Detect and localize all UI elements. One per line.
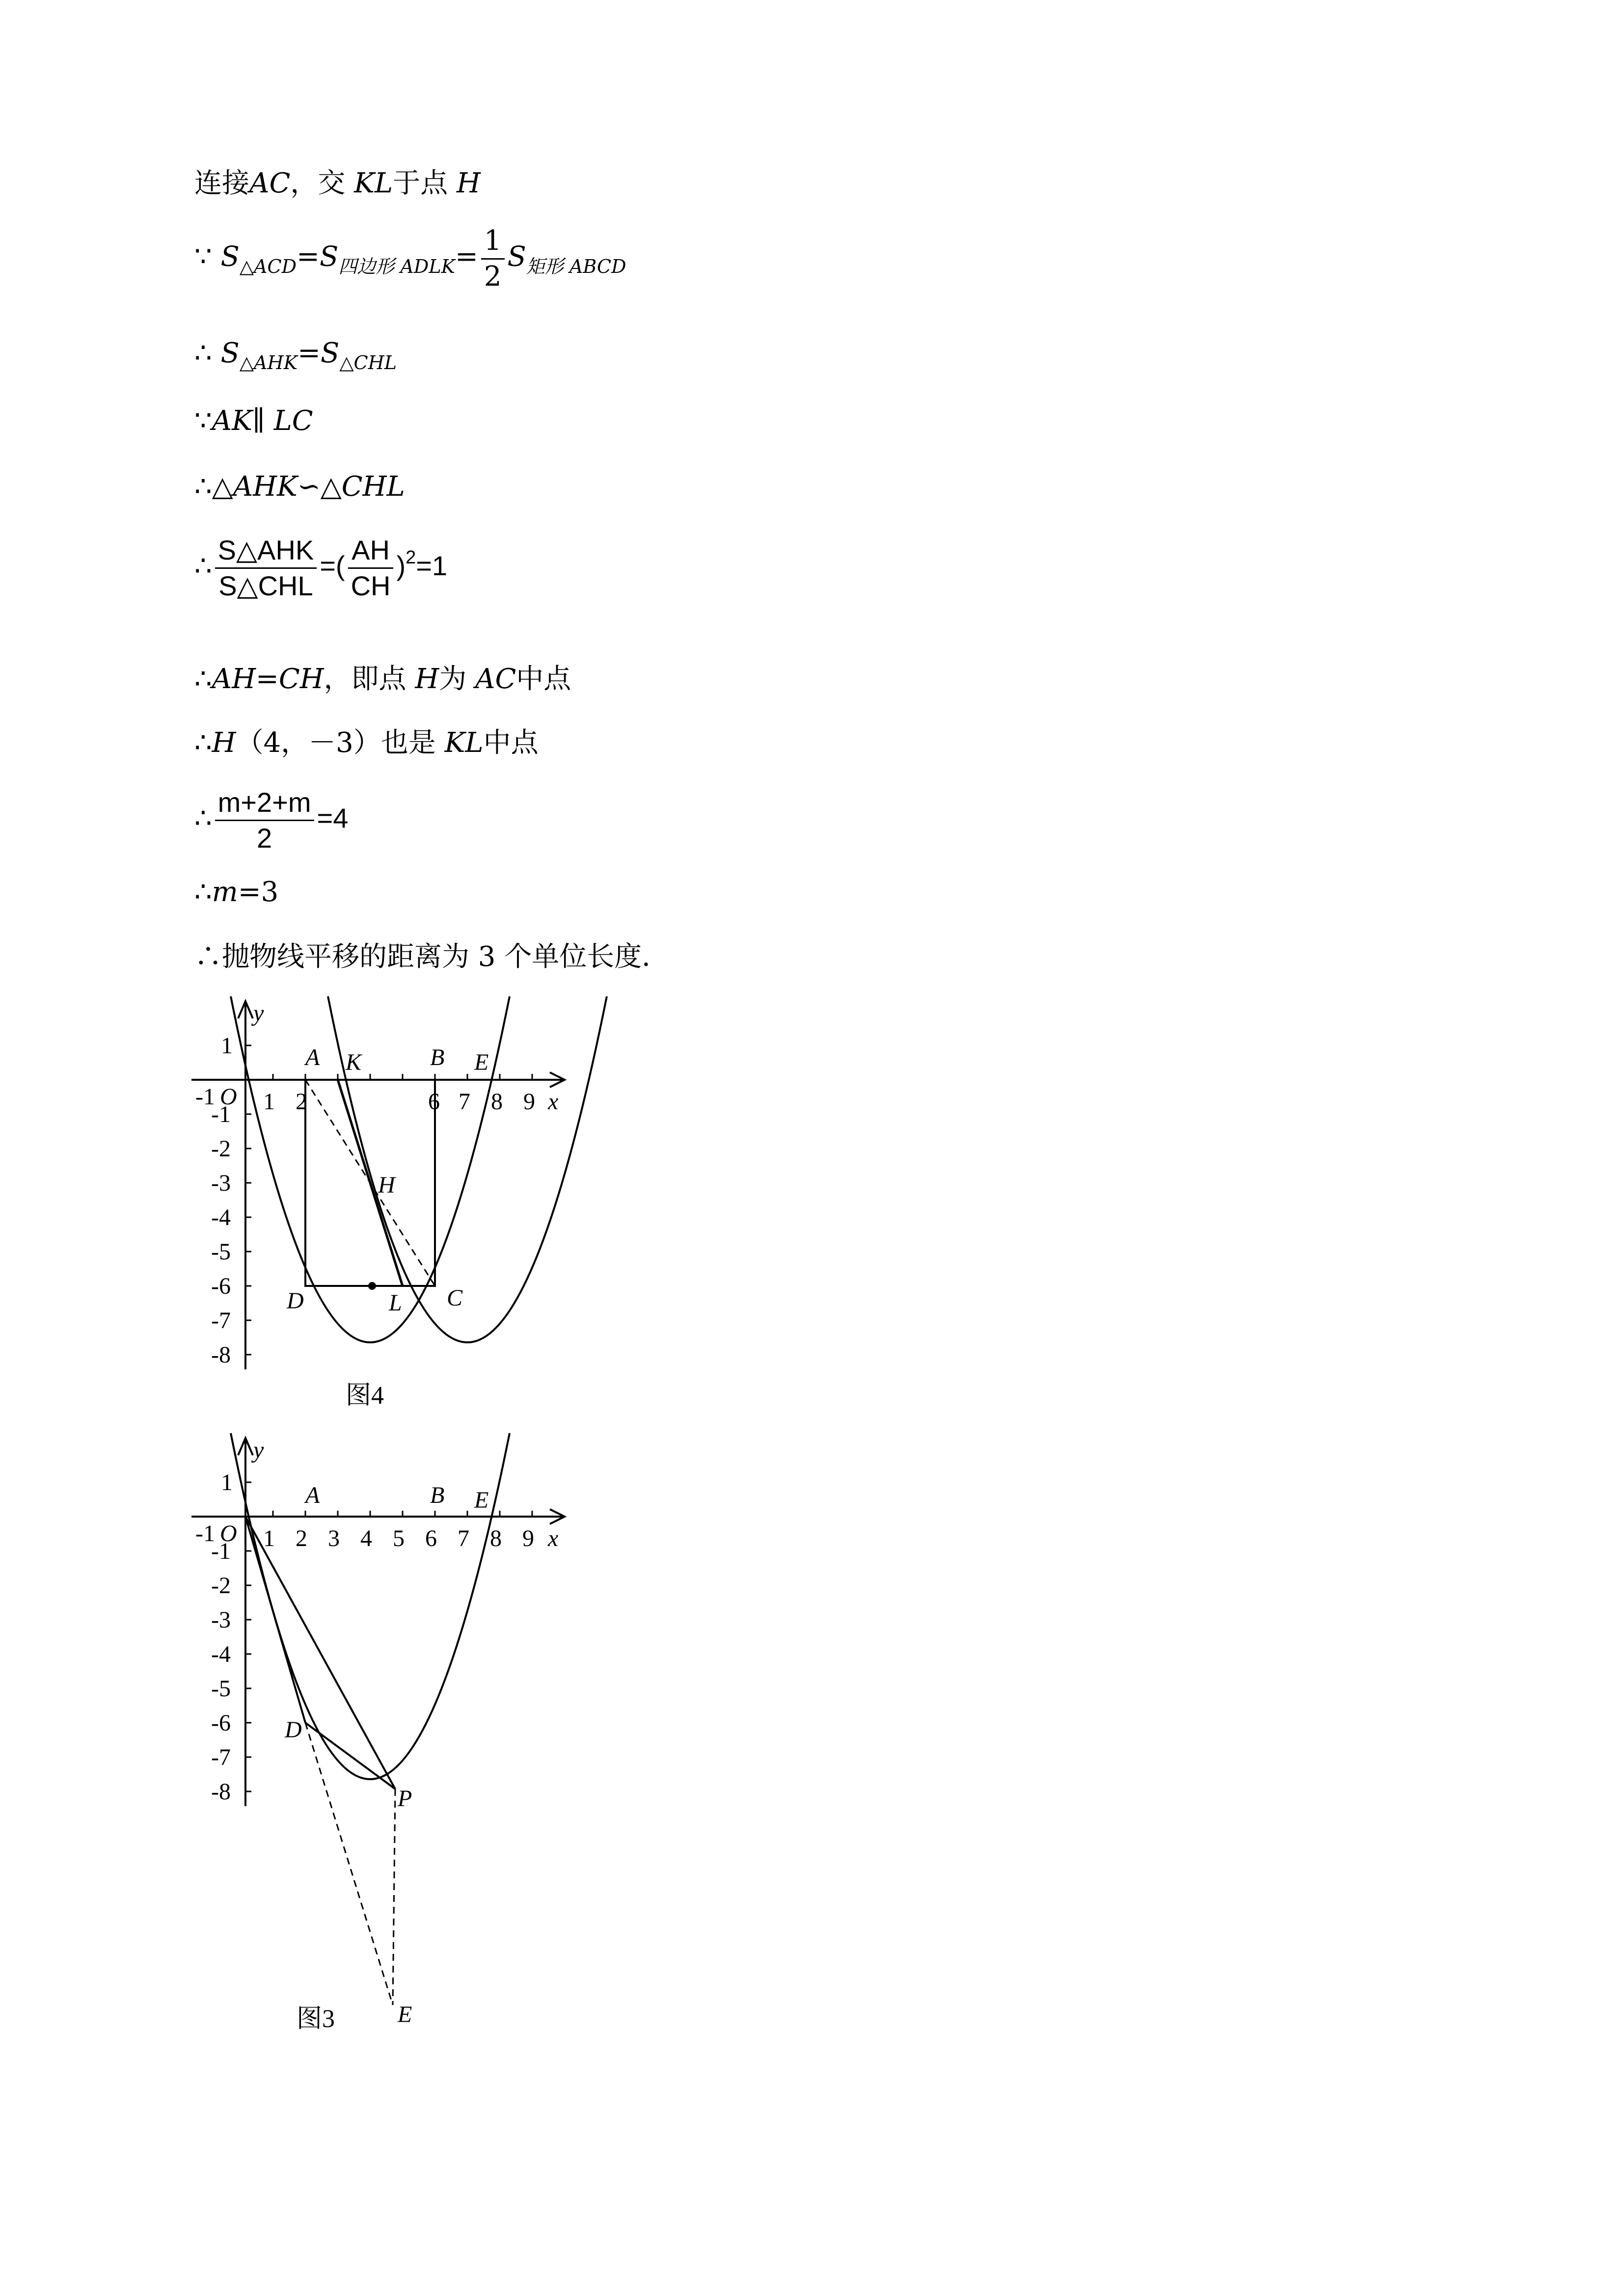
math-kl: KL	[444, 727, 484, 759]
equals: =	[255, 663, 279, 695]
figure-caption: 图3	[297, 2005, 335, 2033]
point-p-label: P	[398, 1786, 412, 1812]
y-axis-label: y	[253, 1000, 264, 1026]
text-segment: =1	[416, 550, 448, 581]
x-tick-label: -1	[195, 1084, 215, 1110]
y-tick-label: -8	[211, 1779, 231, 1805]
math-h: H	[415, 663, 439, 695]
y-tick-label: 1	[221, 1469, 233, 1495]
y-tick-label: -1	[211, 1538, 231, 1564]
math-subscript: 矩形 ABCD	[526, 255, 626, 277]
y-tick-label: -7	[211, 1308, 231, 1334]
x-tick-label: 1	[263, 1525, 275, 1551]
x-tick-label: 3	[328, 1525, 340, 1551]
fraction-denominator: 2	[256, 822, 272, 854]
math-subscript: 四边形 ADLK	[338, 255, 455, 277]
text-line-1	[194, 167, 481, 199]
equals: =	[455, 240, 478, 273]
therefore-symbol: ∴	[194, 802, 212, 834]
fraction-numerator: 1	[484, 225, 502, 257]
point-b-label: B	[430, 1044, 445, 1070]
fraction-numerator: AH	[352, 534, 390, 565]
fraction-numerator: S△AHK	[217, 534, 314, 565]
y-tick-label: -1	[211, 1101, 231, 1127]
x-tick-label: 8	[491, 1089, 503, 1115]
x-tick-label: 2	[296, 1525, 307, 1551]
text-segment: =3	[238, 876, 279, 908]
y-axis-label: y	[253, 1437, 264, 1463]
figure-caption: 图4	[346, 1382, 384, 1410]
point-l-label: L	[389, 1290, 402, 1316]
y-tick-label: 1	[221, 1033, 233, 1059]
text-segment: ，交	[290, 167, 346, 199]
fraction-numerator: m+2+m	[217, 787, 311, 818]
y-tick-label: -7	[211, 1744, 231, 1770]
origin-label: O	[220, 1084, 237, 1110]
x-tick-label: 1	[263, 1089, 275, 1115]
y-tick-label: -6	[211, 1273, 231, 1299]
therefore-symbol: ∴	[194, 941, 222, 973]
y-tick-label: -4	[211, 1641, 231, 1667]
text-segment: 连接	[194, 167, 249, 199]
text-segment: ，即点	[324, 663, 406, 695]
y-tick-label: -2	[211, 1136, 231, 1162]
fraction-bar	[215, 567, 317, 569]
y-tick-label: -3	[211, 1607, 231, 1633]
parabola	[231, 1433, 510, 1779]
parabola-shifted	[328, 996, 607, 1342]
math-parallel: AK∥ LC	[212, 405, 313, 437]
text-segment: 抛物线平移的距离为 3 个单位长度．	[222, 941, 670, 973]
x-tick-label: -1	[195, 1521, 215, 1547]
math-s: S	[320, 337, 340, 369]
fraction-bar	[215, 820, 314, 821]
therefore-symbol: ∴	[194, 876, 212, 908]
x-tick-label: 2	[296, 1089, 307, 1115]
math-h: H	[212, 727, 236, 759]
math-s: S	[220, 240, 240, 273]
math-s: S	[507, 240, 526, 273]
text-line-9	[194, 787, 348, 853]
fraction-area-ratio	[215, 535, 317, 601]
math-subscript: △AHK	[239, 352, 298, 374]
x-axis-label: x	[548, 1525, 559, 1551]
point-d-label: D	[285, 1717, 302, 1743]
y-tick-label: -3	[211, 1170, 231, 1196]
x-tick-label: 5	[393, 1525, 405, 1551]
text-line-4	[194, 407, 313, 435]
text-line-8	[194, 729, 539, 757]
segment-pe-dashed	[393, 1789, 395, 2005]
text-line-2	[194, 226, 626, 292]
y-tick-label: -5	[211, 1676, 231, 1702]
therefore-symbol: ∴	[194, 550, 212, 582]
y-tick-label: -2	[211, 1573, 231, 1599]
text-line-5	[194, 473, 405, 501]
parabola-original	[231, 996, 510, 1342]
fraction-bar	[481, 258, 505, 260]
text-line-6	[194, 535, 447, 601]
fraction-ah-ch	[348, 535, 394, 601]
x-tick-label: 4	[360, 1525, 372, 1551]
figure-3	[177, 1423, 619, 2042]
fraction-bar	[348, 567, 394, 569]
point-a-label: A	[305, 1482, 320, 1508]
x-axis-label: x	[548, 1089, 559, 1115]
text-line-3	[194, 337, 397, 374]
point-k-label: K	[346, 1049, 362, 1075]
point-c-label: C	[447, 1285, 463, 1311]
therefore-symbol: ∴	[194, 727, 212, 759]
x-tick-label: 7	[459, 1089, 470, 1115]
segment-de-dashed	[305, 1723, 393, 2005]
math-s: S	[319, 240, 339, 273]
fraction-half	[481, 226, 505, 292]
fraction-denominator: S△CHL	[218, 570, 313, 601]
therefore-symbol: ∴	[194, 471, 212, 503]
text-segment: 中点	[483, 727, 539, 759]
therefore-symbol: ∴	[194, 337, 212, 369]
point-b-label: B	[430, 1482, 445, 1508]
segment-ac-dashed	[305, 1080, 435, 1286]
text-line-11	[194, 943, 669, 971]
text-line-7	[194, 663, 571, 695]
math-ch: CH	[278, 663, 324, 695]
x-tick-label: 6	[428, 1089, 440, 1115]
fraction-denominator: 2	[484, 260, 502, 293]
y-tick-label: -8	[211, 1342, 231, 1368]
x-tick-label: 8	[490, 1525, 502, 1551]
math-similar: △AHK∽△CHL	[212, 471, 405, 503]
math-subscript: △CHL	[339, 352, 397, 374]
text-segment: =(	[320, 550, 345, 581]
text-line-10	[194, 876, 279, 908]
segment-op	[245, 1517, 395, 1789]
point-e-lower-label: E	[398, 2002, 412, 2028]
point-h-label: H	[378, 1172, 395, 1198]
point-e-label: E	[474, 1049, 489, 1075]
math-h: H	[456, 167, 481, 199]
math-ac: AC	[475, 663, 516, 695]
because-symbol: ∵	[194, 240, 212, 273]
text-segment: （4，－3）也是	[236, 727, 436, 759]
origin-label: O	[220, 1521, 237, 1547]
because-symbol: ∵	[194, 405, 212, 437]
math-m: m	[212, 876, 238, 908]
y-tick-label: -5	[211, 1239, 231, 1265]
math-kl: KL	[354, 167, 393, 199]
point-a-label: A	[305, 1044, 320, 1070]
math-subscript: △ACD	[239, 255, 297, 277]
point-e-label: E	[474, 1487, 489, 1513]
equals: =	[297, 240, 320, 273]
point-d-label: D	[287, 1288, 304, 1314]
segment-dp	[305, 1723, 395, 1789]
text-segment: =4	[317, 802, 349, 833]
math-ah: AH	[212, 663, 256, 695]
equals: =	[298, 337, 321, 369]
y-tick-label: -6	[211, 1710, 231, 1736]
x-tick-label: 9	[523, 1089, 535, 1115]
text-segment: 中点	[516, 663, 571, 695]
x-tick-label: 9	[522, 1525, 534, 1551]
therefore-symbol: ∴	[194, 663, 212, 695]
point-dot	[368, 1282, 376, 1290]
figure-4	[177, 987, 619, 1428]
text-segment: )	[396, 550, 406, 581]
fraction-denominator: CH	[351, 570, 391, 601]
fraction-midpoint	[215, 787, 314, 853]
math-s: S	[220, 337, 240, 369]
x-tick-label: 6	[425, 1525, 437, 1551]
text-segment: 于点	[393, 167, 448, 199]
superscript: 2	[406, 547, 416, 568]
text-segment: 为	[439, 663, 467, 695]
x-tick-label: 7	[458, 1525, 469, 1551]
y-tick-label: -4	[211, 1204, 231, 1230]
math-ac: AC	[249, 167, 291, 199]
